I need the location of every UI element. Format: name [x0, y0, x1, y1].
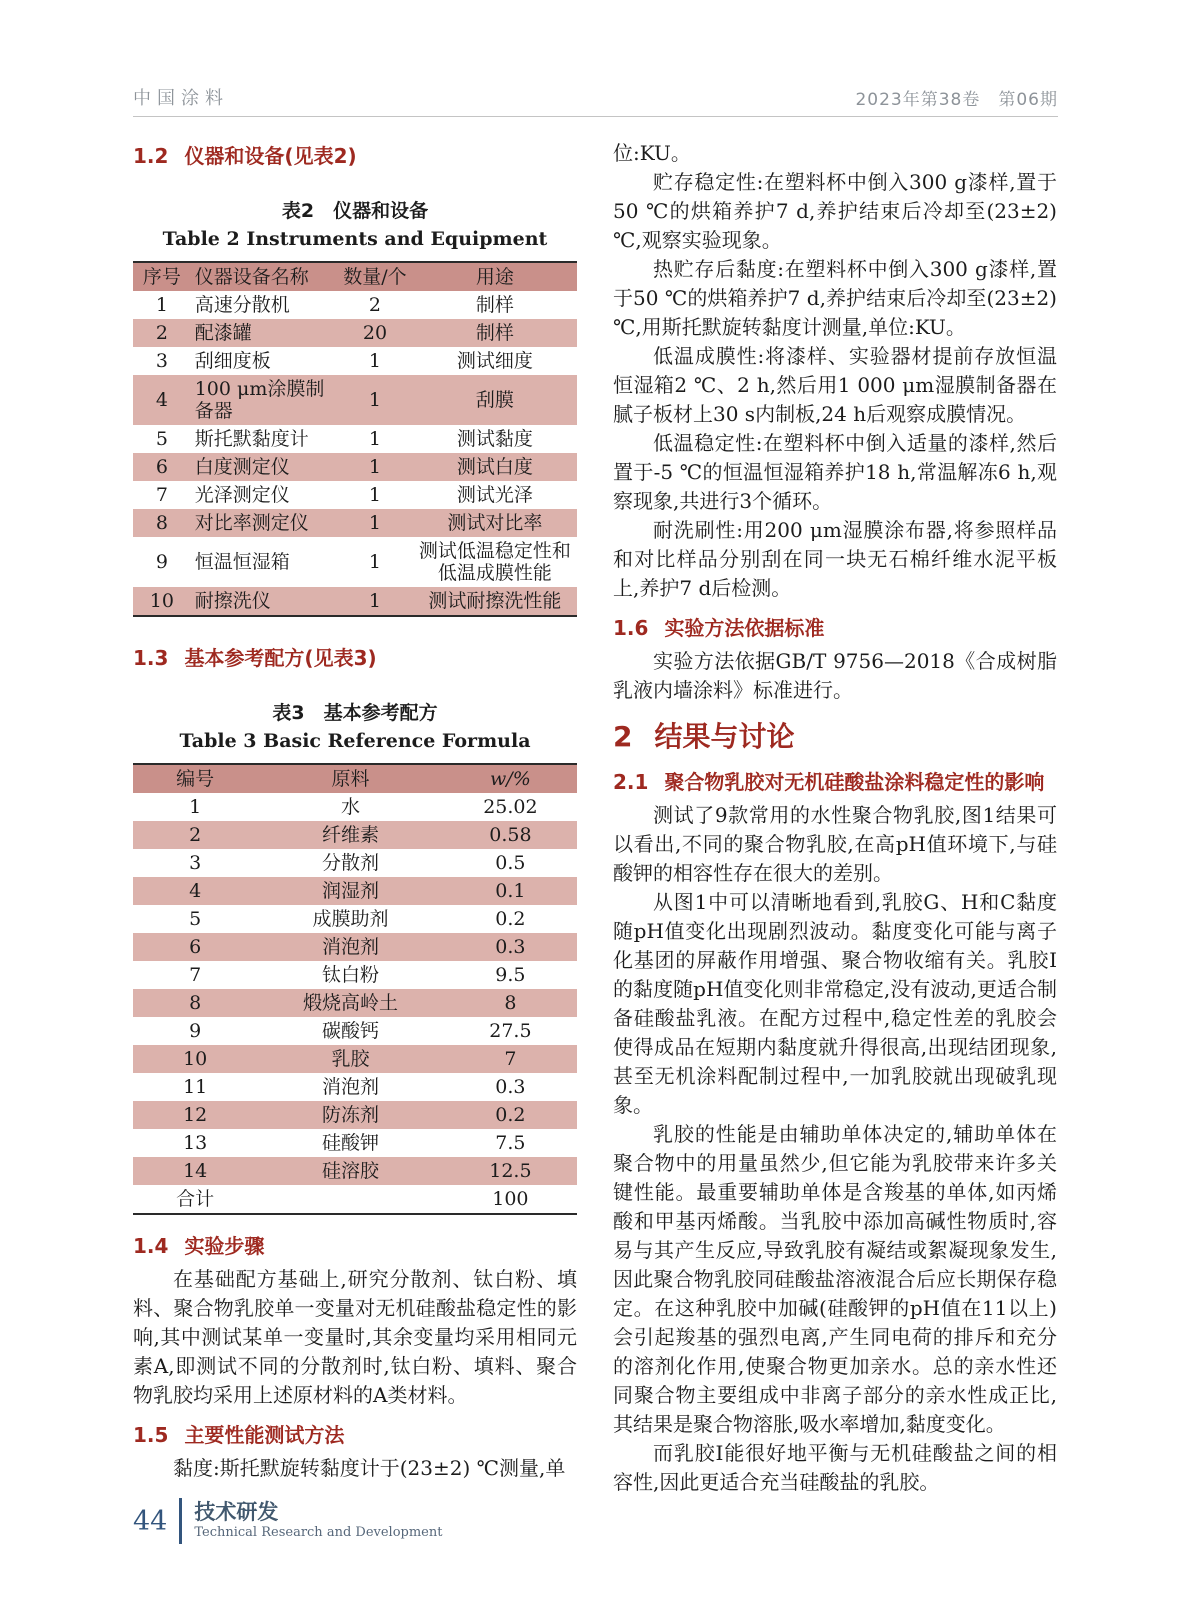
table-row: 4 润湿剂 0.1 [133, 877, 577, 905]
table-row: 1 高速分散机 2 制样 [155, 294, 514, 316]
table-row: 2 配漆罐 20 制样 [133, 319, 577, 347]
table2-caption-en: Table 2 Instruments and Equipment [162, 228, 548, 250]
table-row: 10 耐擦洗仪 1 测试耐擦洗性能 [133, 587, 577, 616]
col-header: 数量/个 [343, 266, 407, 288]
section-heading-2-1 [613, 767, 1057, 797]
table-row: 1 水 25.02 [189, 796, 538, 818]
section-number: 1.5 [133, 1423, 169, 1447]
paragraph: 测试了9款常用的水性聚合物乳胶,图1结果可以看出,不同的聚合物乳胶,在高pH值环境下,与硅酸钾的相容性存在很大的差别。 [613, 803, 1057, 885]
section-heading-2 [613, 717, 1057, 757]
table3-caption-cn: 表3 基本参考配方 [272, 702, 438, 724]
table2-caption-cn: 表2 仪器和设备 [281, 200, 429, 222]
table-row: 9 碳酸钙 27.5 [189, 1020, 532, 1042]
table-row: 5 斯托默黏度计 1 测试黏度 [155, 428, 533, 450]
paragraph: 乳胶的性能是由辅助单体决定的,辅助单体在聚合物中的用量虽然少,但它能为乳胶带来许多关键性能。最重要辅助单体是含羧基的单体,如丙烯酸和甲基丙烯酸。当乳胶中添加高碱性物质时,容易与其产生反应,导致乳胶有凝结或絮凝现象发生,因此聚合物乳胶同硅酸盐溶液混合后应长期保存稳定。在这种乳胶中加碱(硅酸钾的pH值在11以上)会引起羧基的强烈电离,产生同电荷的排斥和充分的溶剂化作用,使聚合物更加亲水。总的亲水性还同聚合物主要组成中非离子部分的亲水性成正比,其结果是聚合物溶胀,吸水率增加,黏度变化。 [613, 1122, 1057, 1436]
issue-info: 2023年第38卷 第06期 [855, 90, 1058, 110]
section-number: 1.2 [133, 144, 169, 168]
table-total-row: 合计 100 [176, 1188, 529, 1210]
page [133, 84, 1058, 1497]
paragraph: 低温成膜性:将漆样、实验器材提前存放恒温恒湿箱2 ℃、2 h,然后用1 000 μm湿膜制备器在腻子板材上30 s内制板,24 h后观察成膜情况。 [613, 344, 1057, 426]
table-row: 6 消泡剂 0.3 [133, 933, 577, 961]
footer-column-title [194, 1500, 442, 1542]
footer-column-en: Technical Research and Development [194, 1525, 443, 1540]
section-heading-1-4 [133, 1231, 577, 1261]
table-row: 3 分散剂 0.5 [189, 852, 526, 874]
section-title: 实验步骤 [184, 1234, 265, 1258]
col-header: 仪器设备名称 [194, 266, 309, 288]
page-number: 44 [133, 1505, 168, 1537]
table-row: 6 白度测定仪 1 测试白度 [133, 453, 577, 481]
col-header: 原料 [331, 768, 370, 790]
section-number: 2 [613, 720, 633, 753]
table-row: 7 钛白粉 9.5 [189, 964, 526, 986]
section-title: 结果与讨论 [654, 720, 795, 753]
col-header: w/% [490, 768, 531, 790]
left-column [133, 139, 577, 1497]
section-heading-1-3 [133, 643, 577, 673]
running-head [133, 84, 1058, 117]
footer-column-cn: 技术研发 [194, 1500, 279, 1524]
table-row: 14 硅溶胶 12.5 [133, 1157, 577, 1185]
table-row: 4 100 μm涂膜制备器 1 刮膜 [133, 375, 577, 425]
table-row: 2 纤维素 0.58 [133, 821, 577, 849]
table-row: 12 防冻剂 0.2 [133, 1101, 577, 1129]
table-row: 11 消泡剂 0.3 [183, 1076, 526, 1098]
page-footer [133, 1498, 442, 1544]
col-header: 编号 [176, 768, 215, 790]
paragraph: 耐洗刷性:用200 μm湿膜涂布器,将参照样品和对比样品分别刮在同一块无石棉纤维水泥平板上,养护7 d后检测。 [613, 518, 1057, 600]
paragraph: 而乳胶I能很好地平衡与无机硅酸盐之间的相容性,因此更适合充当硅酸盐的乳胶。 [613, 1441, 1057, 1494]
paragraph: 在基础配方基础上,研究分散剂、钛白粉、填料、聚合物乳胶单一变量对无机硅酸盐稳定性的影响,其中测试某单一变量时,其余变量均采用相同元素A,即测试不同的分散剂时,钛白粉、填料、聚合物乳胶均采用上述原材料的A类材料。 [133, 1267, 577, 1407]
paragraph: 实验方法依据GB/T 9756—2018《合成树脂乳液内墙涂料》标准进行。 [613, 649, 1057, 702]
footer-divider [179, 1498, 182, 1544]
table-row: 13 硅酸钾 7.5 [183, 1132, 526, 1154]
col-header: 序号 [142, 266, 181, 288]
col-header: 用途 [475, 266, 514, 288]
table-row: 10 乳胶 7 [133, 1045, 577, 1073]
table-header-row [133, 764, 577, 793]
section-title: 主要性能测试方法 [184, 1423, 345, 1447]
right-column [613, 139, 1057, 1497]
paragraph-continuation: 位:KU。 [613, 141, 691, 165]
paragraph: 从图1中可以清晰地看到,乳胶G、H和C黏度随pH值变化出现剧烈波动。黏度变化可能与离子化基团的屏蔽作用增强、聚合物收缩有关。乳胶I的黏度随pH值变化则非常稳定,没有波动,更适合制备硅酸盐乳液。在配方过程中,稳定性差的乳胶会使得成品在短期内黏度就升得很高,出现结团现象,甚至无机涂料配制过程中,一加乳胶就出现破乳现象。 [613, 890, 1057, 1117]
table2-instruments [133, 261, 577, 617]
section-heading-1-5 [133, 1420, 577, 1450]
section-number: 2.1 [613, 770, 649, 794]
paragraph: 低温稳定性:在塑料杯中倒入适量的漆样,然后置于-5 ℃的恒温恒湿箱养护18 h,常温解冻6 h,观察现象,共进行3个循环。 [613, 431, 1057, 513]
section-title: 实验方法依据标准 [664, 616, 825, 640]
table-row: 9 恒温恒湿箱 1 测试低温稳定性和低温成膜性能 [155, 540, 571, 584]
section-heading-1-2 [133, 141, 577, 171]
paragraph: 贮存稳定性:在塑料杯中倒入300 g漆样,置于50 ℃的烘箱养护7 d,养护结束后冷却至(23±2) ℃,观察实验现象。 [613, 170, 1057, 252]
section-number: 1.6 [613, 616, 649, 640]
section-title: 聚合物乳胶对无机硅酸盐涂料稳定性的影响 [664, 770, 1045, 794]
section-title: 仪器和设备(见表2) [184, 144, 357, 168]
table3-caption-en: Table 3 Basic Reference Formula [179, 730, 531, 752]
paragraph: 热贮存后黏度:在塑料杯中倒入300 g漆样,置于50 ℃的烘箱养护7 d,养护结束后冷却至(23±2) ℃,用斯托默旋转黏度计测量,单位:KU。 [613, 257, 1057, 339]
table-row: 7 光泽测定仪 1 测试光泽 [155, 484, 533, 506]
table-row: 5 成膜助剂 0.2 [189, 908, 526, 930]
section-title: 基本参考配方(见表3) [184, 646, 377, 670]
table-row: 3 刮细度板 1 测试细度 [155, 350, 533, 372]
section-number: 1.4 [133, 1234, 169, 1258]
table-row: 8 煅烧高岭土 8 [133, 989, 577, 1017]
paragraph: 黏度:斯托默旋转黏度计于(23±2) ℃测量,单 [173, 1456, 566, 1480]
section-number: 1.3 [133, 646, 169, 670]
section-heading-1-6 [613, 613, 1057, 643]
table-row: 8 对比率测定仪 1 测试对比率 [133, 509, 577, 537]
journal-name: 中国涂料 [133, 88, 229, 109]
table-header-row [133, 262, 577, 291]
two-column-body [133, 139, 1058, 1497]
table3-formula [133, 763, 577, 1215]
